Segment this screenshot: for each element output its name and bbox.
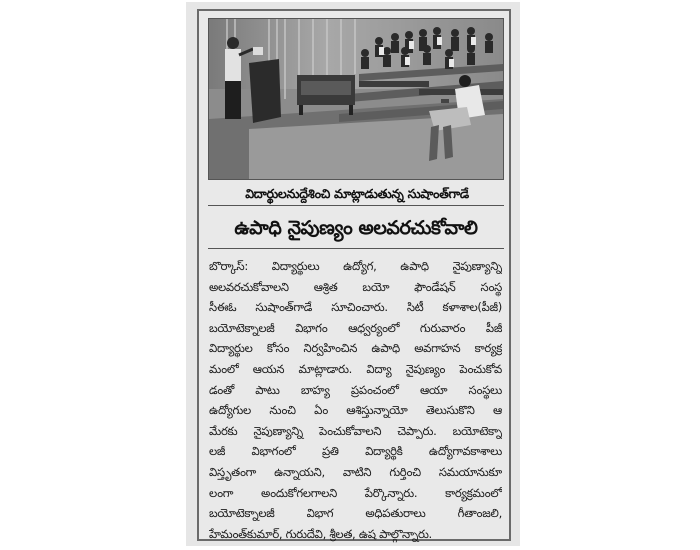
body-line: డంతో పాటు బాహ్య ప్రపంచంలో ఆయా సంస్థలు <box>209 382 502 397</box>
body-line: లజీ విభాగంలో ప్రతి విద్యార్థికి ఉద్యోగావకాశాలు <box>209 444 502 459</box>
body-line: హేమంత్‌కుమార్, గురుదేవి, శ్రీలత, ఉష పాల్గొన్నారు. <box>209 526 432 541</box>
body-line: మంలో ఆయన మాట్లాడారు. విద్యా నైపుణ్యం పెంచుకోవ <box>209 361 502 376</box>
headline-divider <box>208 248 504 249</box>
body-line: మేరకు నైపుణ్యాన్ని పెంచుకోవాలని చెప్పారు. బయోటెక్నా <box>209 423 502 438</box>
body-line: బయోటెక్నాలజీ విభాగ అధిపతురాలు గీతాంజలి, <box>209 506 502 521</box>
photo-caption: విదార్థులనుద్దేశించి మాట్లాడుతున్న సుషాంత్‌గాడే <box>245 186 469 201</box>
body-line: సీఈఓ సుషాంత్‌గాడే సూచించారు. సిటీ కళాశాల(పీజీ) <box>209 300 502 315</box>
caption-divider <box>208 205 504 206</box>
body-line: అలవరచుకోవాలని ఆశ్రిత బయో ఫౌండేషన్ సంస్థ <box>209 279 502 294</box>
body-line: బయోటెక్నాలజీ విభాగం ఆధ్వర్యంలో గురువారం పీజీ <box>209 320 502 335</box>
body-line: విస్తృతంగా ఉన్నాయని, వాటిని గుర్తించి సమయానుకూ <box>209 464 502 479</box>
news-photo <box>208 18 504 180</box>
body-line: ఉద్యోగుల నుంచి ఏం ఆశిస్తున్నాయో తెలుసుకొని ఆ <box>209 403 502 418</box>
body-line: బొర్కాస్: విద్యార్థులు ఉద్యోగ, ఉపాధి నైపుణ్యాన్ని <box>209 259 502 273</box>
body-line: విద్యార్థుల కోసం నిర్వహించిన ఉపాధి అవగాహన కార్యక్ర <box>209 341 502 356</box>
article-headline: ఉపాధి నైపుణ్యం అలవరచుకోవాలి <box>234 217 478 239</box>
body-line: లంగా అందుకోగలగాలని పేర్కొన్నారు. కార్యక్రమంలో <box>209 485 502 500</box>
article-body <box>209 256 502 544</box>
